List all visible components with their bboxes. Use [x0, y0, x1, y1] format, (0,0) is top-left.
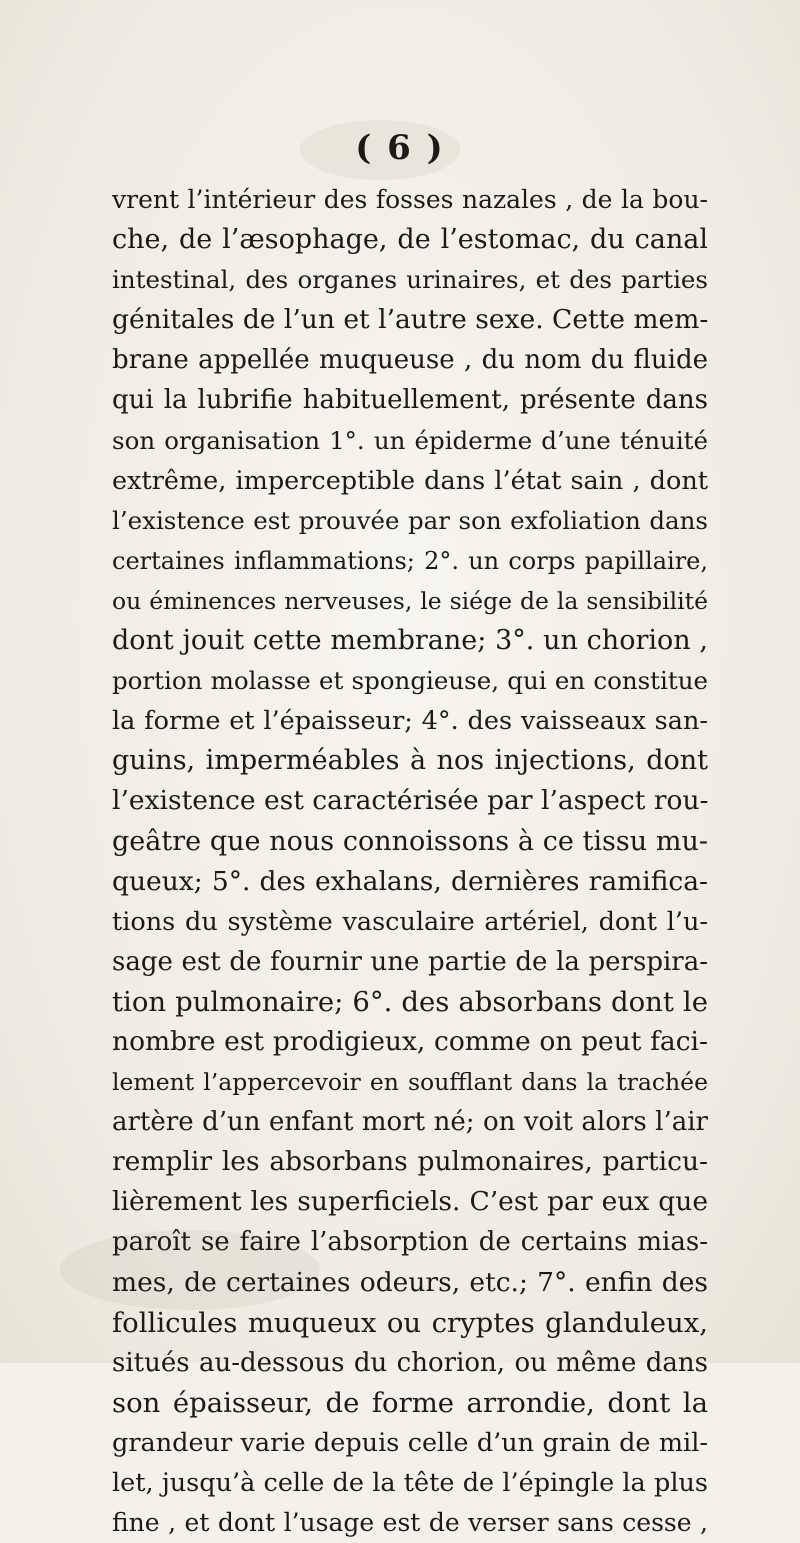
text-line: nombre est prodigieux, comme on peut faci-	[112, 1025, 708, 1057]
text-line: l’existence est prouvée par son exfoliation dans	[112, 505, 708, 535]
text-line: queux; 5°. des exhalans, dernières ramifica-	[112, 865, 708, 897]
text-line: génitales de l’un et l’autre sexe. Cette mem-	[112, 304, 709, 336]
text-line: l’existence est caractérisée par l’aspect rou-	[112, 785, 709, 817]
text-line: geâtre que nous connoissons à ce tissu mu-	[112, 825, 708, 857]
text-line: tions du système vasculaire artériel, dont l’u-	[112, 906, 708, 937]
text-line: situés au-dessous du chorion, ou même dans	[112, 1347, 708, 1378]
text-line: fine , et dont l’usage est de verser sans cesse ,	[112, 1508, 708, 1538]
body-text	[112, 180, 708, 1543]
text-line: lièrement les superficiels. C’est par eux que	[112, 1186, 708, 1218]
text-line: la forme et l’épaisseur; 4°. des vaisseaux san-	[112, 706, 708, 737]
text-line: artère d’un enfant mort né; on voit alors l’air	[112, 1107, 708, 1138]
text-line: paroît se faire l’absorption de certains mias-	[112, 1227, 708, 1258]
text-line: brane appellée muqueuse , du nom du fluide	[112, 345, 708, 376]
text-line: son organisation 1°. un épiderme d’une ténuité	[112, 425, 708, 455]
text-line: remplir les absorbans pulmonaires, particu-	[112, 1146, 708, 1178]
text-line: extrême, imperceptible dans l’état sain , dont	[112, 465, 708, 496]
text-line: follicules muqueux ou cryptes glanduleux,	[112, 1306, 708, 1339]
text-line: portion molasse et spongieuse, qui en constitue	[112, 666, 708, 696]
text-line: che, de l’æsophage, de l’estomac, du canal	[112, 224, 708, 256]
text-line: intestinal, des organes urinaires, et des parties	[112, 265, 708, 295]
text-line: sage est de fournir une partie de la perspira-	[112, 946, 708, 977]
text-line: certaines inflammations; 2°. un corps papillaire,	[112, 546, 708, 575]
text-line: dont jouit cette membrane; 3°. un chorion ,	[112, 625, 708, 657]
text-line: mes, de certaines odeurs, etc.; 7°. enfin des	[112, 1266, 708, 1298]
text-line: ou éminences nerveuses, le siége de la sensibilité	[112, 586, 708, 615]
text-line: son épaisseur, de forme arrondie, dont la	[112, 1386, 708, 1419]
text-line: grandeur varie depuis celle d’un grain de mil-	[112, 1427, 708, 1458]
page-number: ( 6 )	[355, 128, 445, 168]
text-line: guins, imperméables à nos injections, dont	[112, 745, 708, 777]
text-line: vrent l’intérieur des fosses nazales , de la bou-	[112, 185, 708, 214]
text-line: let, jusqu’à celle de la tête de l’épingle la plus	[112, 1468, 708, 1498]
text-line: lement l’appercevoir en soufflant dans la trachée	[112, 1068, 708, 1097]
text-line: tion pulmonaire; 6°. des absorbans dont le	[112, 985, 708, 1018]
text-line: qui la lubrifie habituellement, présente dans	[112, 385, 708, 416]
